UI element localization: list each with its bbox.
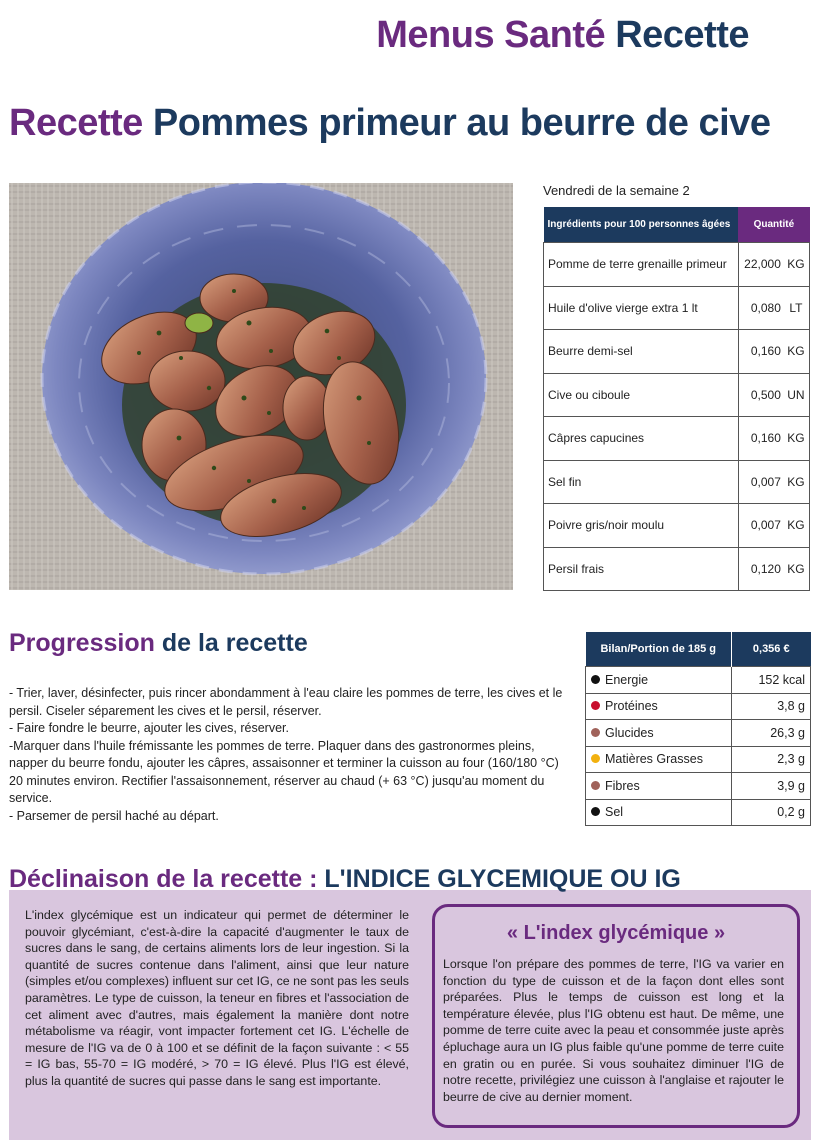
nutrient-label: Glucides (605, 725, 654, 740)
dish-photo (9, 183, 513, 590)
ingredient-row (544, 373, 810, 417)
nutrition-portion-header: Bilan/Portion de 185 g (586, 632, 732, 667)
nutrition-row (586, 667, 811, 694)
nutrient-label: Protéines (605, 699, 658, 714)
nutrition-row (586, 773, 811, 800)
ingredient-name: Persil frais (544, 547, 739, 591)
ingredient-unit: KG (783, 460, 810, 504)
menu-day: Vendredi de la semaine 2 (543, 183, 690, 198)
protein-dot-icon (591, 701, 600, 710)
ingredient-row (544, 460, 810, 504)
brand-header (376, 14, 749, 57)
ingredient-name: Beurre demi-sel (544, 330, 739, 374)
progression-title (9, 629, 308, 658)
nutrient-label: Fibres (605, 778, 640, 793)
recipe-step: - Faire fondre le beurre, ajouter les cives, réserver. (9, 721, 289, 735)
ingredients-table (543, 207, 810, 591)
progression-title-part1: Progression (9, 629, 155, 657)
declinaison-title-part2: L'INDICE GLYCEMIQUE OU IG (324, 865, 681, 893)
progression-title-part2: de la recette (161, 629, 308, 657)
ingredient-name: Huile d'olive vierge extra 1 lt (544, 286, 739, 330)
salt-dot-icon (591, 807, 600, 816)
nutrient-value: 0,2 g (732, 799, 811, 826)
ingredient-qty: 0,120 (738, 547, 783, 591)
nutrient-value: 2,3 g (732, 746, 811, 773)
nutrition-header-row (586, 632, 811, 667)
ingredient-row (544, 243, 810, 287)
brand-section: Recette (615, 14, 749, 56)
brand-name: Menus Santé (376, 14, 606, 56)
ingredient-name: Sel fin (544, 460, 739, 504)
ingredients-header-row (544, 207, 810, 243)
nutrition-row (586, 693, 811, 720)
ingredient-qty: 0,160 (738, 330, 783, 374)
ingredient-row (544, 504, 810, 548)
ingredient-row (544, 547, 810, 591)
declinaison-title-part1: Déclinaison de la recette : (9, 865, 318, 893)
ingredient-qty: 0,160 (738, 417, 783, 461)
nutrient-label: Energie (605, 672, 649, 687)
recipe-step: - Parsemer de persil haché au départ. (9, 808, 219, 823)
ingredient-qty: 22,000 (738, 243, 783, 287)
dish-illustration (9, 183, 513, 590)
ingredient-row (544, 417, 810, 461)
ingredient-unit: UN (783, 373, 810, 417)
nutrition-row (586, 720, 811, 747)
nutrient-value: 3,9 g (732, 773, 811, 800)
ingredient-qty: 0,007 (738, 504, 783, 548)
quantity-col-header: Quantité (738, 207, 809, 243)
recipe-step: - Trier, laver, désinfecter, puis rincer abondamment à l'eau claire les pommes de terre, les cives et le persil. Ciseler séparement les cives et le persil, réserver. (9, 686, 563, 718)
ig-callout-title: « L'index glycémique » (506, 922, 726, 944)
ingredient-qty: 0,500 (738, 373, 783, 417)
title-prefix: Recette (9, 102, 143, 144)
ig-callout-text: Lorsque l'on prépare des pommes de terre, l'IG va varier en fonction du type de cuisson et de la façon dont elles sont préparées. Plus le temps de cuisson est long et la température élevée, plus l'IG obtenu est haut. De même, une pomme de terre cuite avec la peau et consommée juste après épluchage aura un IG plus faible qu'une pomme de terre cuite en gratin ou en purée. Si vous souhaitez diminuer l'IG de notre recette, privilégiez une cuisson à l'anglaise et rajouter le beurre de cive au dernier moment. (443, 957, 784, 1104)
ingredient-unit: LT (783, 286, 810, 330)
fat-dot-icon (591, 754, 600, 763)
nutrition-table (585, 632, 811, 826)
nutrient-label: Matières Grasses (605, 752, 703, 767)
ingredient-unit: KG (783, 547, 810, 591)
ingredient-unit: KG (783, 243, 810, 287)
nutrient-label: Sel (605, 805, 624, 820)
ingredient-qty: 0,007 (738, 460, 783, 504)
declinaison-title (9, 865, 681, 894)
ingredient-row (544, 330, 810, 374)
nutrition-row (586, 746, 811, 773)
ingredient-row (544, 286, 810, 330)
nutrient-value: 3,8 g (732, 693, 811, 720)
ingredient-unit: KG (783, 330, 810, 374)
ingredient-qty: 0,080 (738, 286, 783, 330)
ig-explanation: L'index glycémique est un indicateur qui permet de déterminer le pouvoir glycémiant, c'est-à-dire la capacité d'augmenter le taux de sucres dans le sang, de certains aliments lors de leur ingestion. Si la quantité de sucres contenue dans l'aliment, ainsi que leur nature (simples et/ou complexes) influent sur cet IG, ce ne sont pas les seuls paramètres. Le type de cuisson, la teneur en fibres et l'association de cet aliment avec d'autres, mais également la manière dont notre métabolisme va réagir, vont impacter fortement cet IG. L'échelle de mesure de l'IG va de 0 à 100 et se définit de la façon suivante : < 55 = IG bas, 55-70 = IG modéré, > 70 = IG élevé. Plus l'IG est élevé, plus la quantité de sucres qui passe dans le sang est importante. (25, 908, 409, 1088)
ingredients-col-header: Ingrédients pour 100 personnes âgées (544, 207, 739, 243)
recipe-steps (9, 685, 564, 825)
ingredient-name: Cive ou ciboule (544, 373, 739, 417)
recipe-name: Pommes primeur au beurre de cive (152, 102, 771, 144)
ingredient-name: Pomme de terre grenaille primeur (544, 243, 739, 287)
nutrient-value: 152 kcal (732, 667, 811, 694)
page-title (9, 102, 770, 145)
nutrition-price-header: 0,356 € (732, 632, 811, 667)
ingredient-unit: KG (783, 504, 810, 548)
recipe-step: -Marquer dans l'huile frémissante les pommes de terre. Plaquer dans des gastronormes pleins, napper du beurre fondu, ajouter les câpres, assaisonner et terminer la cuisson au four (160/180 °C) 20 minutes environ. Rectifier l'assaisonnement, réserver au chaud (+ 63 °C) jusqu'au moment du service. (9, 738, 559, 805)
carbs-dot-icon (591, 728, 600, 737)
ingredient-unit: KG (783, 417, 810, 461)
energy-dot-icon (591, 675, 600, 684)
ingredient-name: Poivre gris/noir moulu (544, 504, 739, 548)
fiber-dot-icon (591, 781, 600, 790)
ingredient-name: Câpres capucines (544, 417, 739, 461)
nutrient-value: 26,3 g (732, 720, 811, 747)
nutrition-row (586, 799, 811, 826)
